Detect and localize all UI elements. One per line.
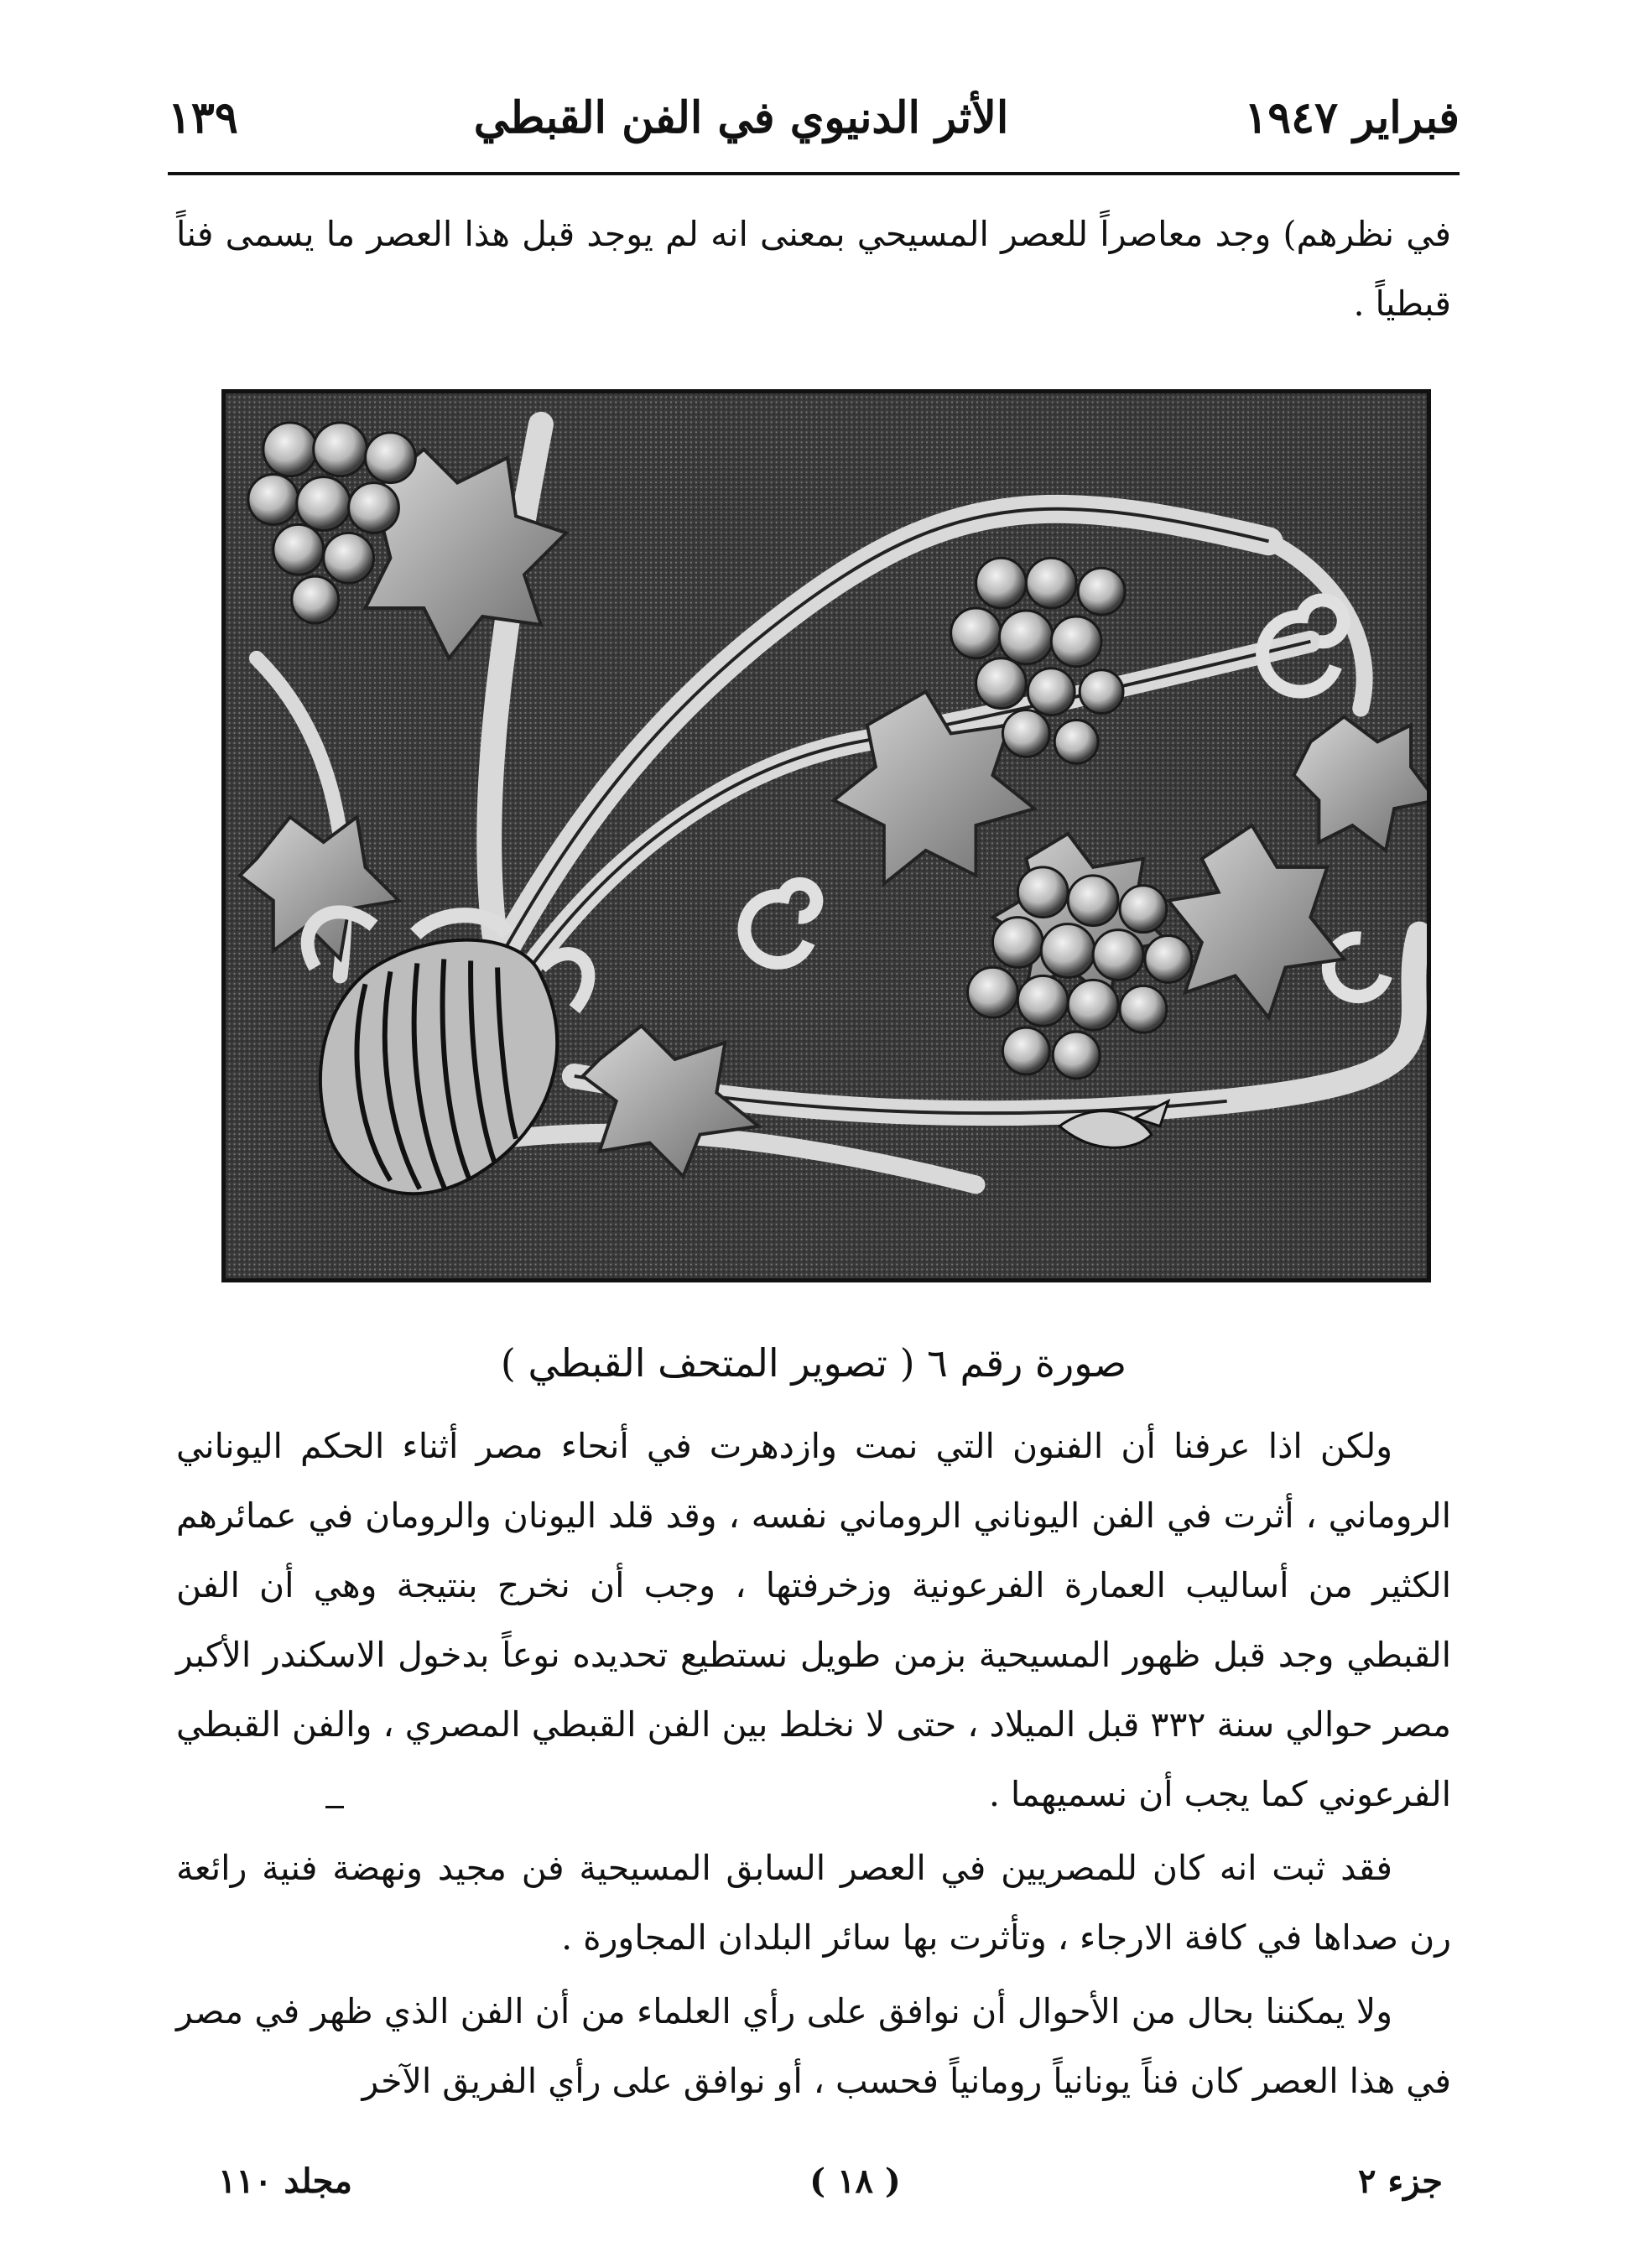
paragraph-continued: في نظرهم) وجد معاصراً للعصر المسيحي بمعنى انه لم يوجد قبل هذا العصر ما يسمى فناً قبطياً . [176, 214, 1451, 324]
footer-page-marker: ( ١٨ ) [809, 2161, 901, 2201]
photo-coptic-relief [221, 389, 1431, 1282]
figure-caption: صورة رقم ٦ ( تصوير المتحف القبطي ) [500, 1340, 1127, 1386]
paragraph-3: ولا يمكننا بحال من الأحوال أن نوافق على رأي العلماء من أن الفن الذي ظهر في مصر في هذا العصر كان فناً يونانياً رومانياً فحسب ، أو نوافق على رأي الفريق الآخر [176, 1991, 1451, 2101]
header-title: الأثر الدنيوي في الفن القبطي [473, 91, 1009, 143]
ink-mark [325, 1806, 344, 1808]
header-divider [168, 172, 1460, 175]
footer-part: جزء ٢ [1357, 2161, 1443, 2201]
paragraph-1: ولكن اذا عرفنا أن الفنون التي نمت وازدهرت في أنحاء مصر أثناء الحكم اليوناني الروماني ، أثرت في الفن اليوناني الروماني نفسه ، وقد قلد اليونان والرومان في عمائرهم الكثير من أساليب العمارة الفرعونية وزخرفتها ، وجب أن نخرج بنتيجة وهي أن الفن القبطي وجد قبل ظهور المسيحية بزمن طويل نستطيع تحديده نوعاً بدخول الاسكندر الأكبر مصر حوالي سنة ٣٣٢ قبل الميلاد ، حتى لا نخلط بين الفن القبطي المصري ، والفن القبطي الفرعوني كما يجب أن نسميهما . [176, 1426, 1451, 1814]
paragraph-2: فقد ثبت انه كان للمصريين في العصر السابق المسيحية فن مجيد ونهضة فنية رائعة رن صداها في كافة الارجاء ، وتأثرت بها سائر البلدان المجاورة . [176, 1848, 1451, 1958]
header-page-number: ١٣٩ [168, 91, 238, 143]
running-header [168, 84, 1460, 151]
footer-volume: مجلد ١١٠ [218, 2161, 352, 2201]
header-date: فبراير ١٩٤٧ [1244, 91, 1460, 143]
page-footer [218, 2156, 1443, 2206]
relief-illustration [223, 391, 1429, 1281]
